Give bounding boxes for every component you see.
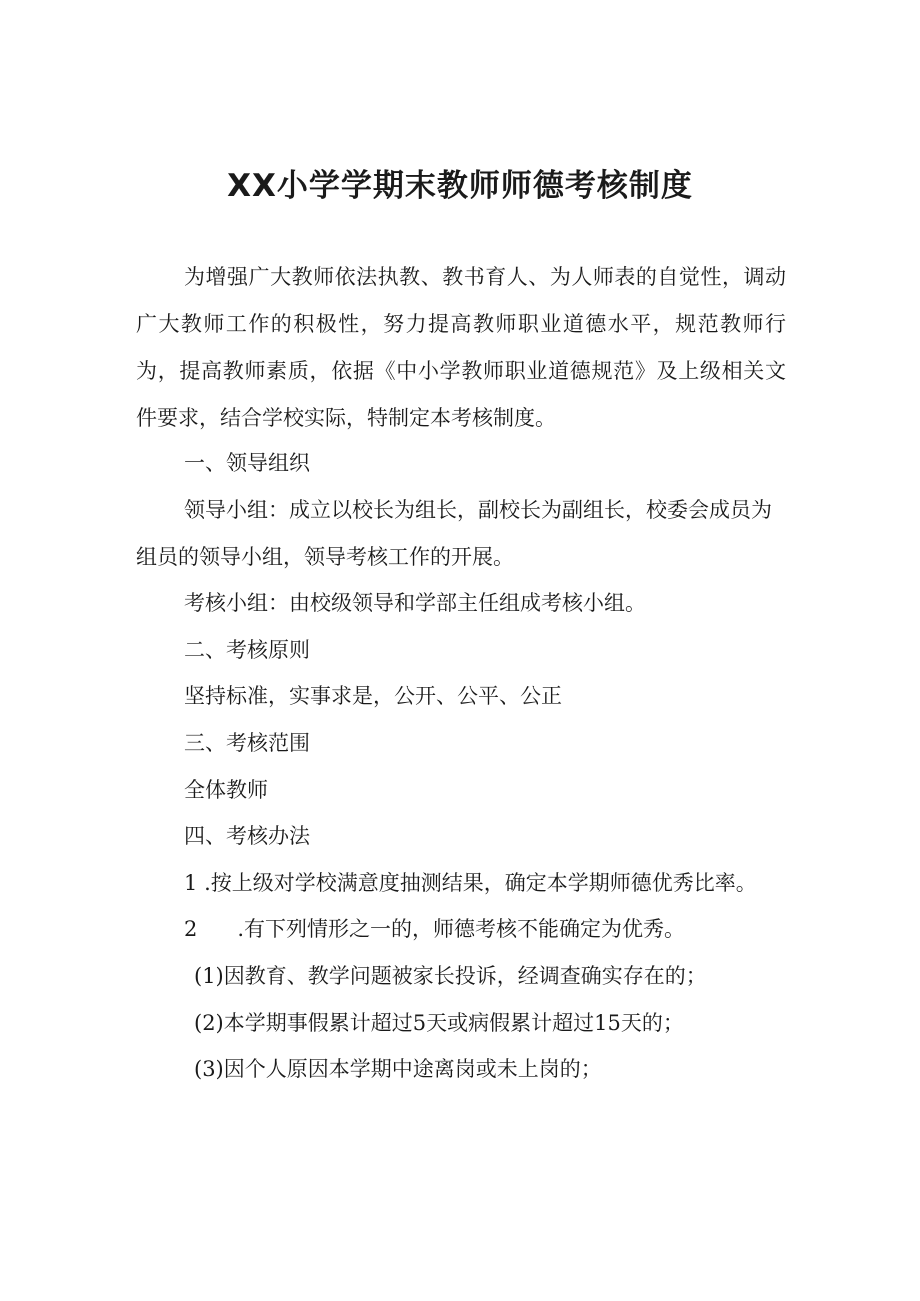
- scope-content: 全体教师: [184, 778, 268, 802]
- assessment-group-paragraph: 考核小组：由校级领导和学部主任组成考核小组。: [184, 591, 646, 615]
- principles-content: 坚持标准，实事求是，公开、公平、公正: [184, 684, 562, 708]
- sub-item: (2)本学期事假累计超过5天或病假累计超过15天的；: [194, 1011, 684, 1035]
- leadership-group-paragraph: 领导小组：成立以校长为组长，副校长为副组长，校委会成员为组员的领导小组，领导考核工作的开展。: [136, 498, 772, 569]
- section-heading-scope: 三、考核范围: [184, 731, 310, 755]
- sub-item: (1)因教育、教学问题被家长投诉，经调查确实存在的；: [194, 964, 707, 988]
- section-heading-leadership: 一、领导组织: [184, 451, 310, 475]
- item-text: .按上级对学校满意度抽测结果，确定本学期师德优秀比率。: [204, 871, 757, 895]
- method-item-1: [184, 860, 757, 907]
- section-heading-principles: 二、考核原则: [184, 638, 310, 662]
- sub-item: (3)因个人原因本学期中途离岗或未上岗的；: [194, 1057, 602, 1081]
- item-number: 1: [184, 871, 198, 895]
- section-heading-methods: 四、考核办法: [184, 824, 310, 848]
- method-item-2: [184, 906, 685, 953]
- page-title: XX小学学期末教师师德考核制度: [227, 168, 693, 204]
- intro-paragraph: 为增强广大教师依法执教、教书育人、为人师表的自觉性，调动广大教师工作的积极性，努力提高教师职业道德水平，规范教师行为，提高教师素质，依据《中小学教师职业道德规范》及上级相关文件要求，结合学校实际，特制定本考核制度。: [136, 265, 786, 430]
- item-text: .有下列情形之一的，师德考核不能确定为优秀。: [237, 917, 686, 941]
- item-number: 2: [184, 917, 198, 941]
